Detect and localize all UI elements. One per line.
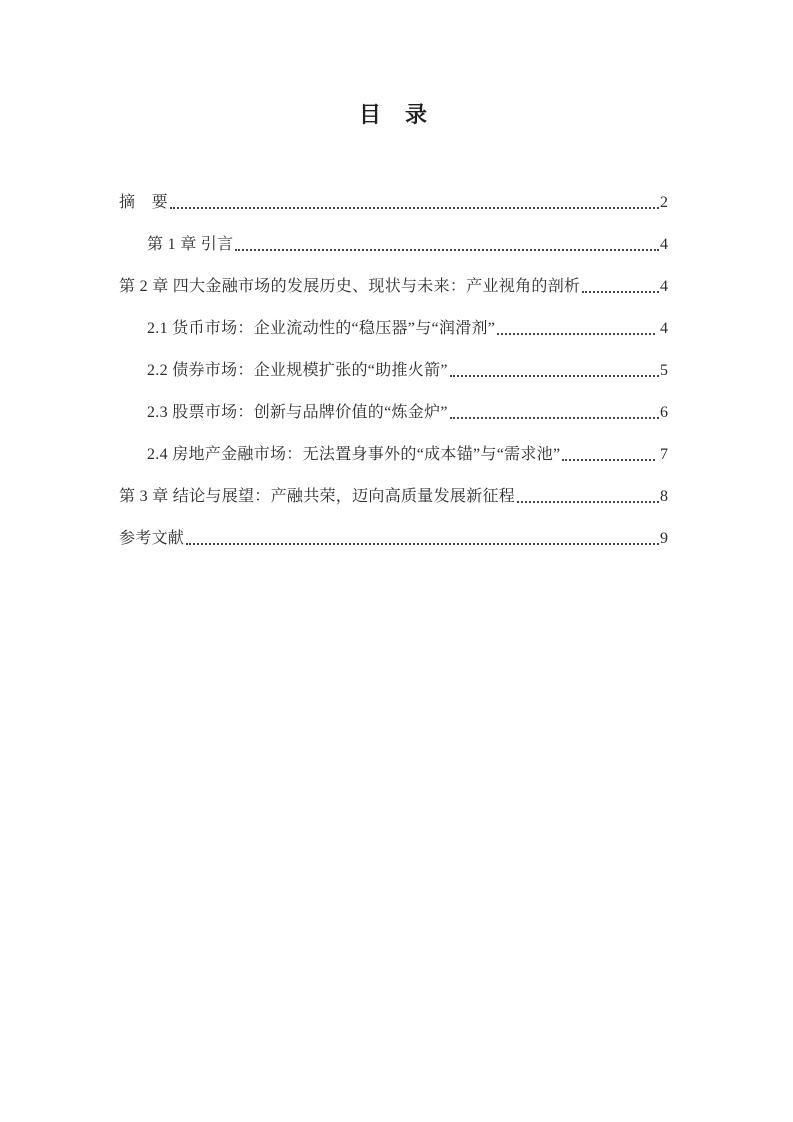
- toc-entry-label: 第 3 章 结论与展望：产融共荣，迈向高质量发展新征程: [119, 488, 516, 505]
- toc-entry: [119, 361, 668, 381]
- dot-leader: [497, 333, 655, 335]
- toc-entry: [119, 529, 668, 549]
- toc-entry: [119, 277, 668, 297]
- table-of-contents: [119, 193, 668, 549]
- toc-entry-label: 参考文献: [119, 530, 185, 547]
- toc-entry: [119, 235, 668, 255]
- toc-entry-page-number: 5: [660, 362, 668, 379]
- dot-leader: [582, 291, 659, 293]
- toc-entry-label: 2.3 股票市场：创新与品牌价值的“炼金炉”: [147, 404, 448, 421]
- toc-entry-page-number: 6: [660, 404, 668, 421]
- dot-leader: [450, 417, 659, 419]
- toc-entry-page-number: 2: [660, 194, 668, 211]
- toc-entry: [119, 403, 668, 423]
- toc-entry-page-number: 4: [660, 278, 668, 295]
- dot-leader: [562, 459, 655, 461]
- dot-leader: [170, 207, 659, 209]
- toc-entry-label: 第 2 章 四大金融市场的发展历史、现状与未来：产业视角的剖析: [119, 278, 581, 295]
- toc-entry: [119, 487, 668, 507]
- dot-leader: [450, 375, 659, 377]
- toc-entry-page-number: 8: [660, 488, 668, 505]
- dot-leader: [517, 501, 659, 503]
- toc-entry-label: 摘 要: [119, 194, 168, 211]
- toc-entry-page-number: 4: [656, 320, 668, 337]
- toc-entry-label: 2.1 货币市场：企业流动性的“稳压器”与“润滑剂”: [147, 320, 496, 337]
- toc-entry: [119, 319, 668, 339]
- page-title: 目 录: [358, 102, 428, 127]
- toc-entry-page-number: 7: [656, 446, 668, 463]
- toc-entry-label: 2.4 房地产金融市场：无法置身事外的“成本锚”与“需求池”: [147, 446, 561, 463]
- toc-entry: [119, 445, 668, 465]
- toc-entry-label: 第 1 章 引言: [147, 236, 234, 253]
- dot-leader: [186, 543, 659, 545]
- dot-leader: [235, 249, 659, 251]
- toc-entry-page-number: 4: [660, 236, 668, 253]
- toc-entry-label: 2.2 债券市场：企业规模扩张的“助推火箭”: [147, 362, 448, 379]
- toc-entry: [119, 193, 668, 213]
- toc-entry-page-number: 9: [660, 530, 668, 547]
